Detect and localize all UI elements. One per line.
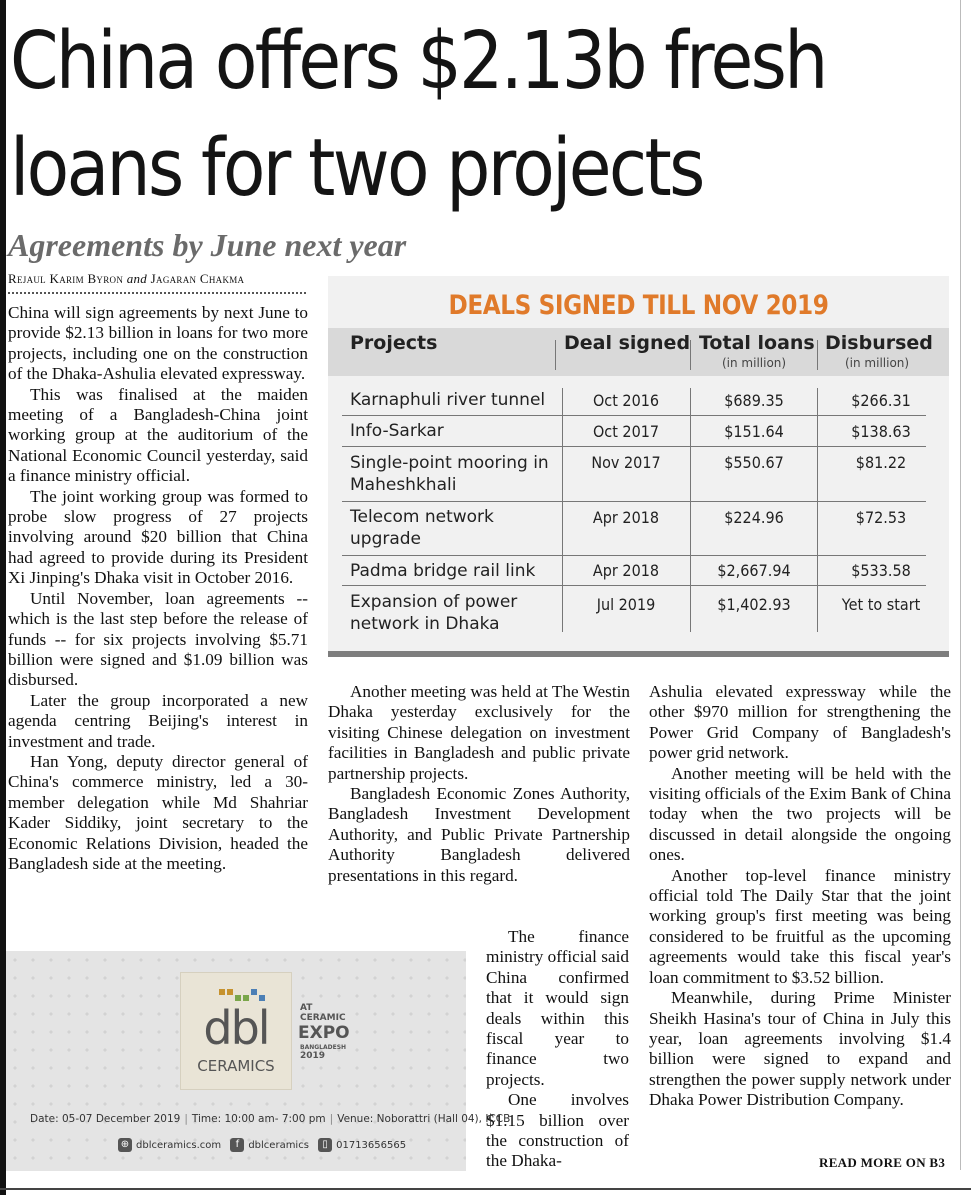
- byline-dotted-rule: [8, 292, 306, 294]
- cell-project: Karnaphuli river tunnel: [350, 390, 546, 410]
- article-column-3: [649, 682, 951, 1111]
- logo-square-icon: [219, 989, 225, 995]
- cell-deal-signed: Nov 2017: [591, 453, 661, 472]
- row-divider: [342, 555, 926, 556]
- paragraph: China will sign agreements by next June to provide $2.13 billion in loans for two more projects, including one on the construction of the Dhaka-Ashulia elevated expressway.: [8, 303, 308, 384]
- cell-deal-signed: Apr 2018: [592, 561, 660, 580]
- row-divider: [342, 415, 926, 416]
- cell-total-loans: $689.35: [724, 391, 784, 410]
- headline: [10, 8, 842, 222]
- globe-icon: ⊕: [118, 1138, 132, 1152]
- cell-deal-signed: Apr 2018: [592, 508, 660, 527]
- paragraph: Meanwhile, during Prime Minister Sheikh Hasina's tour of China in July this year, loan agreements involving $1.4 billion were signed to expand and strengthen the power supply network under Dhaka Power Distribution Company.: [649, 988, 951, 1110]
- paragraph: The joint working group was formed to probe slow progress of 27 projects involving around $20 billion that China had agreed to provide during its President Xi Jinping's Dhaka visit in October 2016.: [8, 486, 308, 588]
- cell-deal-signed: Jul 2019: [596, 595, 656, 614]
- paragraph: Later the group incorporated a new agenda centring Beijing's interest in investment and trade.: [8, 690, 308, 751]
- facebook-icon: f: [230, 1138, 244, 1152]
- cell-total-loans: $2,667.94: [717, 561, 791, 580]
- ad-year: 2019: [300, 1051, 326, 1061]
- article-column-2: [328, 682, 630, 886]
- header-disbursed: Disbursed: [825, 332, 933, 354]
- column-separator: [690, 388, 691, 632]
- paragraph: Ashulia elevated expressway while the other $970 million for strengthening the Power Grid Company of Bangladesh's power grid network.: [649, 682, 951, 763]
- byline: [8, 271, 308, 287]
- logo-wordmark: dbl: [203, 1001, 269, 1055]
- header-disbursed-unit: (in million): [845, 356, 910, 370]
- headline-line-2: loans for two projects: [10, 122, 703, 214]
- ad-event-info: Date: 05-07 December 2019 | Time: 10:00 am- 7:00 pm | Venue: Noborattri (Hall 04), ICCB: [30, 1113, 511, 1125]
- cell-disbursed: Yet to start: [841, 595, 921, 614]
- column-separator: [562, 388, 563, 632]
- read-more-link[interactable]: READ MORE ON B3: [819, 1155, 946, 1170]
- paragraph: Another meeting was held at The Westin Dhaka yesterday exclusively for the visiting Chinese delegation on investment facilities in Bangladesh and public private partnership projects.: [328, 682, 630, 783]
- ad-facebook[interactable]: dblceramics: [248, 1140, 309, 1151]
- cell-total-loans: $224.96: [724, 508, 784, 527]
- header-separator: [690, 340, 691, 370]
- cell-project: Expansion of power network in Dhaka: [350, 592, 518, 634]
- deals-table: [328, 276, 949, 651]
- ad-time: Time: 10:00 am- 7:00 pm: [191, 1113, 326, 1125]
- dbl-logo: [181, 973, 291, 1089]
- row-divider: [342, 585, 926, 586]
- paragraph: Until November, loan agreements -- which is the last step before the release of funds -- for six projects involving $5.71 billion were signed and $1.09 billion was disbursed.: [8, 588, 308, 690]
- ad-venue: Venue: Noborattri (Hall 04), ICCB: [337, 1113, 511, 1125]
- cell-total-loans: $550.67: [724, 453, 784, 472]
- cell-deal-signed: Oct 2017: [592, 422, 660, 441]
- header-separator: [555, 340, 556, 370]
- article-column-2-continued: [486, 927, 629, 1172]
- column-divider: [960, 0, 961, 1170]
- header-separator: [817, 340, 818, 370]
- paragraph: This was finalised at the maiden meeting of a Bangladesh-China joint working group at the auditorium of the National Economic Council yesterday, said a finance ministry official.: [8, 384, 308, 486]
- ad-at: AT: [300, 1003, 313, 1013]
- ad-phone[interactable]: 01713656565: [336, 1140, 407, 1151]
- cell-disbursed: $266.31: [851, 391, 911, 410]
- cell-disbursed: $138.63: [851, 422, 911, 441]
- header-projects: Projects: [350, 332, 438, 354]
- cell-project: Single-point mooring in Maheshkhali: [350, 453, 549, 495]
- ad-ceramic: CERAMIC: [300, 1013, 346, 1023]
- ad-contact-info: [112, 1138, 406, 1152]
- logo-square-icon: [251, 989, 257, 995]
- ad-expo: EXPO: [298, 1023, 350, 1043]
- paragraph: Another meeting will be held with the visiting officials of the Exim Bank of China today when the two projects will be discussed in detail alongside the ongoing ones.: [649, 763, 951, 865]
- cell-project: Info-Sarkar: [350, 421, 444, 441]
- cell-total-loans: $151.64: [724, 422, 784, 441]
- logo-square-icon: [227, 989, 233, 995]
- cell-disbursed: $72.53: [855, 508, 907, 527]
- cell-total-loans: $1,402.93: [717, 595, 791, 614]
- cell-project: Telecom network upgrade: [350, 507, 494, 549]
- dbl-ceramics-ad[interactable]: [6, 951, 511, 1171]
- cell-project: Padma bridge rail link: [350, 561, 536, 581]
- paragraph: The finance ministry official said China confirmed that it would sign deals within this fiscal year to finance two projects.: [486, 927, 629, 1089]
- subheadline: Agreements by June next year: [8, 227, 407, 263]
- header-total-loans-unit: (in million): [722, 356, 787, 370]
- logo-subtitle: CERAMICS: [197, 1057, 275, 1075]
- cell-disbursed: $533.58: [851, 561, 911, 580]
- paragraph: Bangladesh Economic Zones Authority, Bangladesh Investment Development Authority, and Public Private Partnership Authority Bangladesh delivered presentations in this regard.: [328, 784, 630, 885]
- article-column-1: [8, 303, 308, 874]
- cell-disbursed: $81.22: [855, 453, 907, 472]
- author-2: Jagaran Chakma: [150, 271, 245, 286]
- row-divider: [342, 501, 926, 502]
- page-bottom-rule: [0, 1188, 971, 1190]
- header-deal-signed: Deal signed: [564, 332, 691, 354]
- paragraph: Another top-level finance ministry official told The Daily Star that the joint working group's first meeting was being considered to be fruitful as the upcoming agreements would take this fiscal year's loan commitment to $3.52 billion.: [649, 865, 951, 987]
- table-header-row: [328, 328, 949, 376]
- column-separator: [817, 388, 818, 632]
- ad-country: BANGLADESH: [300, 1044, 347, 1051]
- byline-conjunction: and: [126, 271, 148, 286]
- table-title: DEALS SIGNED TILL NOV 2019: [448, 290, 829, 321]
- row-divider: [342, 446, 926, 447]
- author-1: Rejaul Karim Byron: [8, 271, 124, 286]
- cell-deal-signed: Oct 2016: [592, 391, 660, 410]
- headline-line-1: China offers $2.13b fresh: [10, 15, 826, 107]
- paragraph: One involves $1.15 billion over the construction of the Dhaka-: [486, 1090, 629, 1171]
- table-bottom-bar: [328, 651, 949, 657]
- ad-website[interactable]: dblceramics.com: [136, 1140, 222, 1151]
- ad-date: Date: 05-07 December 2019: [30, 1113, 181, 1125]
- phone-icon: ▯: [318, 1138, 332, 1152]
- header-total-loans: Total loans: [699, 332, 815, 354]
- paragraph: Han Yong, deputy director general of China's commerce ministry, led a 30-member delegation while Md Shahriar Kader Siddiky, joint secretary to the Economic Relations Division, headed the Bangladesh side at the meeting.: [8, 751, 308, 873]
